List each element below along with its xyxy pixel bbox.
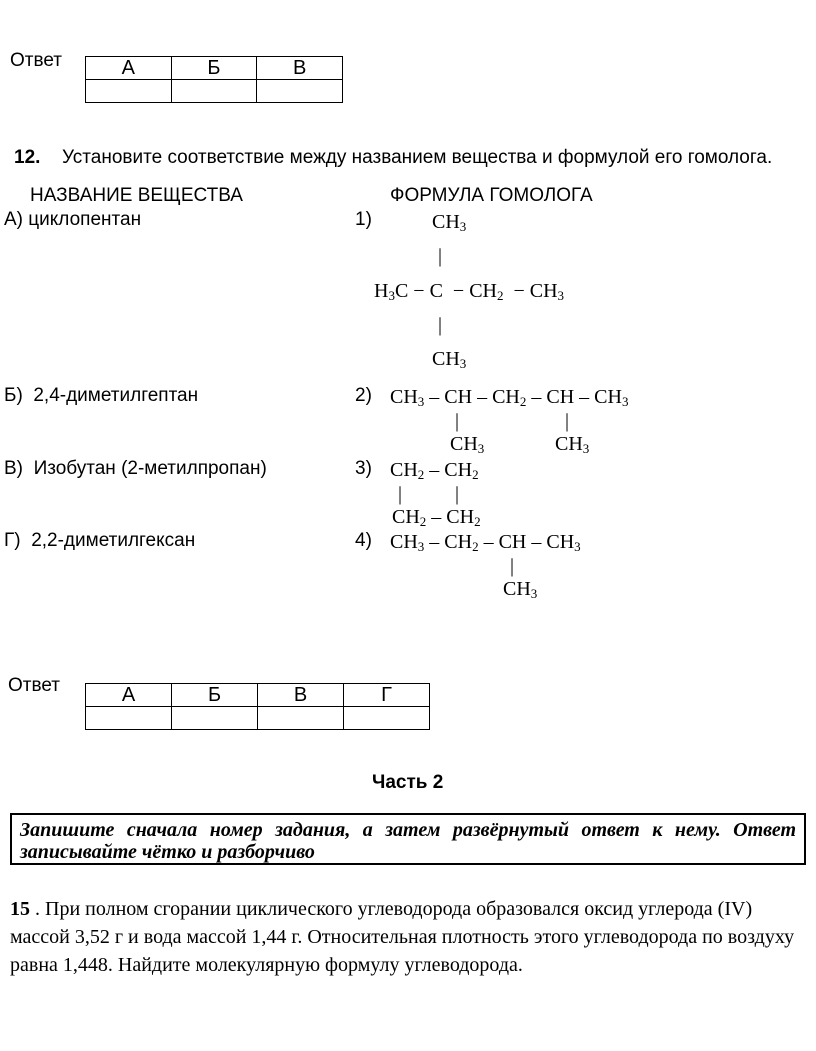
- name-letter: Б): [4, 385, 23, 406]
- name-text: циклопентан: [28, 209, 142, 230]
- task-text: Установите соответствие между названием вещества и формулой его гомолога.: [62, 147, 773, 168]
- answer-cell[interactable]: [172, 707, 258, 730]
- task-number: 12.: [14, 147, 41, 168]
- answer-table-header: Г: [344, 684, 430, 707]
- formula-number-3: 3): [355, 458, 372, 479]
- name-letter: Г): [4, 530, 21, 551]
- task-number: 15: [10, 898, 30, 920]
- name-item-c: [4, 458, 267, 480]
- formula-number-2: 2): [355, 385, 372, 406]
- answer-label: Ответ: [10, 50, 62, 71]
- answer-label: Ответ: [8, 675, 60, 696]
- name-letter: В): [4, 458, 23, 479]
- column-header-formulas: ФОРМУЛА ГОМОЛОГА: [390, 185, 593, 206]
- name-item-b: [4, 385, 198, 407]
- answer-table-header: А: [86, 57, 172, 80]
- answer-cell[interactable]: [257, 80, 343, 103]
- name-text: 2,4-диметилгептан: [33, 385, 199, 406]
- task-text: . При полном сгорании циклического углеводорода образовался оксид углерода (IV) массой 3,52 г и вода массой 1,44 г. Относительная плотность этого углеводорода по воздуху равна 1,448. Найдите молекулярную формулу углеводорода.: [10, 898, 795, 976]
- answer-cell[interactable]: [344, 707, 430, 730]
- answer-table: [85, 56, 343, 103]
- answer-cell[interactable]: [258, 707, 344, 730]
- instruction-line-1: Запишите сначала номер задания, а затем развёрнутый ответ к нему. Ответ: [20, 819, 796, 841]
- answer-table: [85, 683, 430, 730]
- answer-table-header: Б: [171, 57, 257, 80]
- answer-table-header: Б: [172, 684, 258, 707]
- part-title: Часть 2: [372, 772, 444, 793]
- instruction-line-2: записывайте чётко и разборчиво: [20, 841, 315, 863]
- answer-cell[interactable]: [171, 80, 257, 103]
- name-item-d: [4, 530, 195, 552]
- answer-cell[interactable]: [86, 707, 172, 730]
- name-text: Изобутан (2-метилпропан): [33, 458, 267, 479]
- name-item-a: [4, 209, 141, 231]
- answer-cell[interactable]: [86, 80, 172, 103]
- answer-table-header: В: [257, 57, 343, 80]
- formula-number-1: 1): [355, 209, 372, 230]
- task-15: [10, 895, 806, 979]
- instruction-box: [10, 813, 806, 865]
- answer-table-header: А: [86, 684, 172, 707]
- answer-table-header: В: [258, 684, 344, 707]
- column-header-names: НАЗВАНИЕ ВЕЩЕСТВА: [30, 185, 243, 206]
- formula-number-4: 4): [355, 530, 372, 551]
- name-text: 2,2-диметилгексан: [31, 530, 196, 551]
- name-letter: А): [4, 209, 23, 230]
